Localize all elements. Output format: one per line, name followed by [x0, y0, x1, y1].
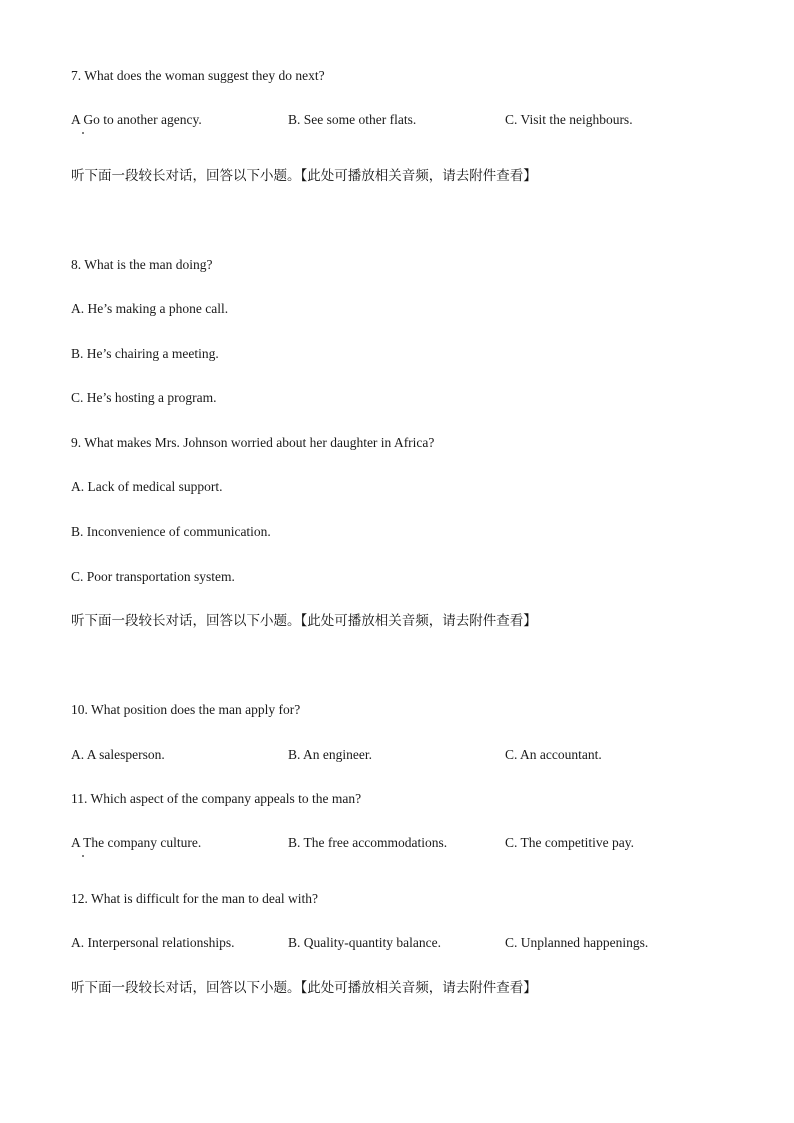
q11-option-a: A The company culture.: [71, 835, 202, 850]
q8-option-c: C. He’s hosting a program.: [71, 390, 217, 405]
q12-option-a: A. Interpersonal relationships.: [71, 935, 235, 950]
q7-option-b: B. See some other flats.: [288, 112, 417, 127]
listening-instruction-3: 听下面一段较长对话，回答以下小题。【此处可播放相关音频，请去附件查看】: [71, 980, 537, 996]
question-8: 8. What is the man doing?: [71, 257, 213, 272]
q7-option-c: C. Visit the neighbours.: [505, 112, 633, 127]
q10-option-a: A. A salesperson.: [71, 747, 165, 762]
q7-option-a: A Go to another agency.: [71, 112, 202, 127]
question-12: 12. What is difficult for the man to deal with?: [71, 891, 318, 906]
listening-instruction-1: 听下面一段较长对话，回答以下小题。【此处可播放相关音频，请去附件查看】: [71, 168, 537, 184]
listening-instruction-2: 听下面一段较长对话，回答以下小题。【此处可播放相关音频，请去附件查看】: [71, 613, 537, 629]
q11-option-b: B. The free accommodations.: [288, 835, 448, 850]
q9-option-a: A. Lack of medical support.: [71, 479, 223, 494]
question-11: 11. Which aspect of the company appeals to the man?: [71, 791, 362, 806]
q8-option-b: B. He’s chairing a meeting.: [71, 346, 219, 361]
q11-option-c: C. The competitive pay.: [505, 835, 634, 850]
q9-option-c: C. Poor transportation system.: [71, 569, 235, 584]
q10-option-c: C. An accountant.: [505, 747, 602, 762]
q8-option-a: A. He’s making a phone call.: [71, 301, 229, 316]
q10-option-b: B. An engineer.: [288, 747, 372, 762]
q9-option-b: B. Inconvenience of communication.: [71, 524, 271, 539]
q11-option-a-dot: [82, 855, 84, 857]
q7-option-a-dot: [82, 132, 84, 134]
q12-option-b: B. Quality-quantity balance.: [288, 935, 441, 950]
q12-option-c: C. Unplanned happenings.: [505, 935, 649, 950]
question-9: 9. What makes Mrs. Johnson worried about her daughter in Africa?: [71, 435, 435, 450]
question-7: 7. What does the woman suggest they do next?: [71, 68, 325, 83]
question-10: 10. What position does the man apply for?: [71, 702, 301, 717]
